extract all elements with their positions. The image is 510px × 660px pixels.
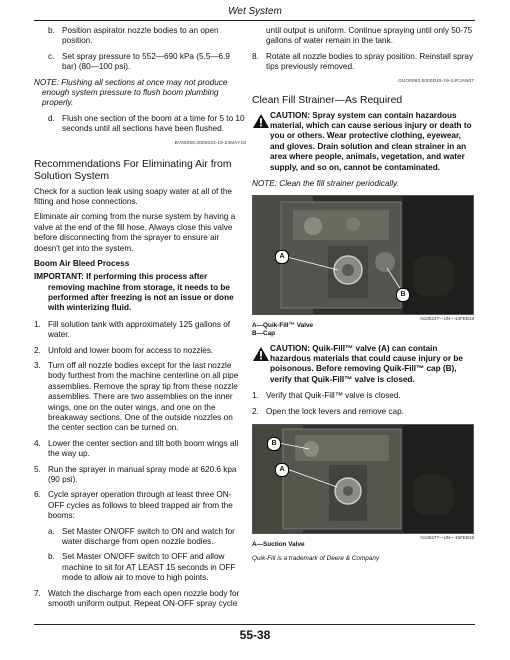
warning-triangle-icon xyxy=(252,113,270,129)
warning-triangle-icon xyxy=(252,346,270,362)
list-item: b. Set Master ON/OFF switch to OFF and allow machine to sit for AT LEAST 15 seconds in OFF mode to allow air to move to high points. xyxy=(48,552,236,583)
trademark-note: Quik-Fill is a trademark of Deere & Company xyxy=(252,554,380,562)
page-number: 55-38 xyxy=(239,628,271,642)
photo-tag: N135237—UN—14FEB18 xyxy=(420,316,474,322)
reference-code: BV55050,0000043-19-24MAY18 xyxy=(174,139,246,145)
list-item: 6. Cycle sprayer operation through at least three ON-OFF cycles as follows to bleed trapped air from the booms: xyxy=(34,490,233,521)
suction-valve-photo xyxy=(252,424,474,534)
caution-block: CAUTION: Quik-Fill™ valve (A) can contain hazardous materials that could cause injury or be poisonous. Before removing Quik-Fill™ cap (B), verify that Quik-Fill™ valve is closed. xyxy=(252,344,474,386)
caution-block: CAUTION: Spray system can contain hazardous material, which can cause serious injury or death to you or others. Wear protective clothing, eyewear, and gloves. Drain solution and clean strainer in an area where people, animals, vegetation, and water supply, and so on, cannot be contaminated. xyxy=(252,111,474,173)
section-heading: Recommendations For Eliminating Air from Solution System xyxy=(34,158,232,182)
list-item: 4. Lower the center section and tilt both boom wings all the way up. xyxy=(34,438,239,459)
callout-a: A xyxy=(275,463,289,477)
list-item: d. Flush one section of the boom at a time for 5 to 10 seconds until all sections have been flushed. xyxy=(48,113,245,134)
photo-tag: N135277—UN—19FEB18 xyxy=(420,535,474,541)
paragraph: until output is uniform. Continue spraying until only 50-75 gallons of water remain in the tank. xyxy=(266,26,473,46)
note-clean-strainer: NOTE: Clean the fill strainer periodically. xyxy=(252,179,399,189)
reference-code: OUO6092,0000D15-19-14FJAN07 xyxy=(398,77,474,83)
footer-rule xyxy=(34,624,475,625)
list-item: 1. Verify that Quik-Fill™ valve is closed. xyxy=(252,391,401,401)
list-item: 2. Open the lock levers and remove cap. xyxy=(252,406,404,416)
subheading: Boom Air Bleed Process xyxy=(34,259,130,269)
list-item: 3. Turn off all nozzle bodies except for the last nozzle body furthest from the machine centerline on all pipe assemblies. Remove the spray tip from these nozzle assemblies. There are two assemblies on the inner wings, one on the outer wings, and one on the breakaway sections. One of the outside nozzles on the center section can be turned on. xyxy=(34,360,239,433)
header-rule xyxy=(34,20,475,21)
note-flushing: NOTE: Flushing all sections at once may not produce enough system pressure to flush boom plumbing properly. xyxy=(34,77,228,108)
list-item: 1. Fill solution tank with approximately 125 gallons of water. xyxy=(34,319,231,340)
left-column xyxy=(34,26,246,614)
section-heading: Clean Fill Strainer—As Required xyxy=(252,94,403,106)
important-notice: IMPORTANT: If performing this process after removing machine from storage, it needs to be performed after freezing is not an issue or done with winterizing fluid. xyxy=(34,272,234,313)
running-header: Wet System xyxy=(228,6,282,17)
list-item: 2. Unfold and lower boom for access to nozzles. xyxy=(34,345,214,355)
paragraph: Eliminate air coming from the nurse system by having a valve at the end of the fill hose. Always close this valve before disconnecting from the sprayer to ensure air doesn't get into the system. xyxy=(34,212,236,253)
photo-legend: A—Quik-Fill™ Valve B—Cap xyxy=(252,322,314,338)
list-item: 7. Watch the discharge from each open nozzle body for smooth uniform output. Repeat ON-OFF spray cycle xyxy=(34,588,240,609)
callout-b: B xyxy=(267,437,281,451)
list-item: b. Position aspirator nozzle bodies to an open position. xyxy=(48,26,219,46)
list-item: c. Set spray pressure to 552—690 kPa (5.5—6.9 bar) (80—100 psi). xyxy=(48,51,230,72)
list-item: 8. Rotate all nozzle bodies to spray position. Reinstall spray tips previously removed. xyxy=(252,51,474,72)
photo-legend: A—Suction Valve xyxy=(252,541,305,549)
callout-a: A xyxy=(275,250,289,264)
list-item: a. Set Master ON/OFF switch to ON and watch for water discharge from open nozzle bodies. xyxy=(48,526,235,547)
quik-fill-photo xyxy=(252,195,474,315)
callout-b: B xyxy=(396,288,410,302)
paragraph: Check for a suction leak using soapy water at all of the fitting and hose connections. xyxy=(34,186,232,207)
right-column xyxy=(252,26,474,562)
list-item: 5. Run the sprayer in manual spray mode at 620.6 kpa (90 psi). xyxy=(34,464,237,484)
